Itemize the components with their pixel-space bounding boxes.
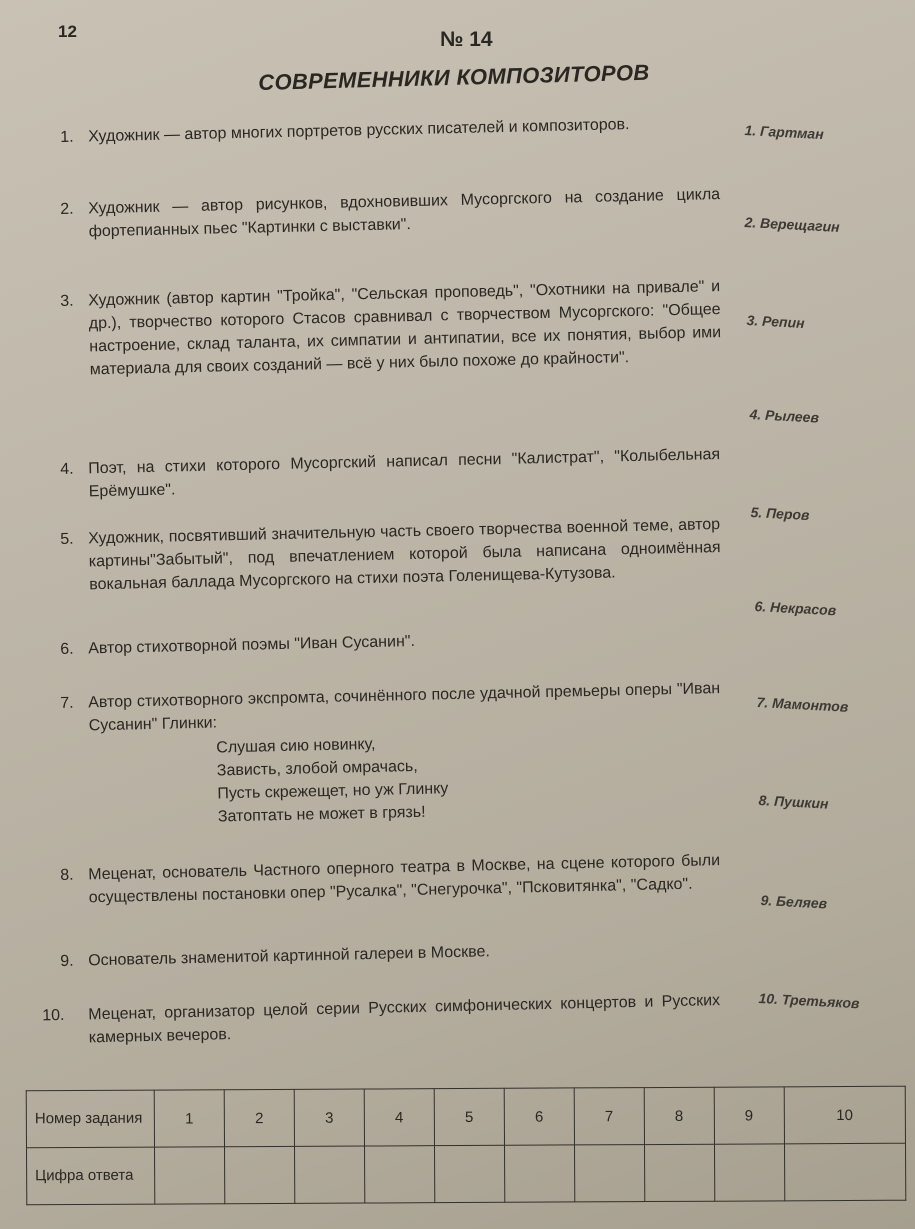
question-item xyxy=(60,183,721,244)
question-number: 7. xyxy=(60,694,74,712)
question-text: Автор стихотворной поэмы "Иван Сусанин". xyxy=(88,632,416,658)
question-number: 4. xyxy=(60,460,74,478)
question-text: Художник — автор рисунков, вдохновивших Мусоргского на создание цикла фортепианных пьес "Картинки с выставки". xyxy=(88,186,721,241)
page-title: СОВРЕМЕННИКИ КОМПОЗИТОРОВ xyxy=(258,59,650,95)
answer-option: 5. Перов xyxy=(750,504,810,524)
answer-option: 1. Гартман xyxy=(744,122,825,143)
question-number: 5. xyxy=(60,530,74,548)
column-header: 8 xyxy=(644,1087,714,1144)
question-text: Основатель знаменитой картинной галереи в Москве. xyxy=(88,943,491,970)
answer-option: 6. Некрасов xyxy=(754,598,837,619)
answer-cell[interactable] xyxy=(155,1147,225,1204)
answer-cell[interactable] xyxy=(574,1145,644,1202)
poem xyxy=(216,725,723,828)
question-text: Художник — автор многих портретов русских писателей и композиторов. xyxy=(88,116,630,146)
question-item xyxy=(60,849,721,910)
column-header: 2 xyxy=(224,1089,294,1146)
question-text: Меценат, основатель Частного оперного театра в Москве, на сцене которого были осуществлены постановки опер "Русалка", "Снегурочка", "Псковитянка", "Садко". xyxy=(88,852,721,907)
answer-cell[interactable] xyxy=(434,1145,504,1202)
poem-line: Слушая сию новинку, xyxy=(216,735,376,757)
exercise-number: № 14 xyxy=(440,28,493,51)
answer-option: 3. Репин xyxy=(746,312,805,332)
question-text: Поэт, на стихи которого Мусоргский написал песни "Калистрат", "Колыбельная Ерёмушке". xyxy=(88,446,721,501)
table-row xyxy=(26,1086,905,1148)
column-header: 6 xyxy=(504,1088,574,1145)
question-item xyxy=(60,443,721,504)
question-item xyxy=(42,989,721,1050)
answer-option: 9. Беляев xyxy=(760,892,828,912)
question-item xyxy=(60,275,722,382)
answer-cell[interactable] xyxy=(644,1144,714,1201)
question-text: Автор стихотворного экспромта, сочинённого после удачной премьеры оперы "Иван Сусанин" Глинки: xyxy=(88,680,721,735)
answer-option: 4. Рылеев xyxy=(749,406,820,426)
poem-line: Затоптать не может в грязь! xyxy=(217,803,426,826)
answer-option: 7. Мамонтов xyxy=(756,694,849,715)
question-text: Художник (автор картин "Тройка", "Сельская проповедь", "Охотники на привале" и др.), творчество которого Стасов сравнивал с творчеством Мусоргского: "Общее настроение, склад таланта, их симпатии и антипатии, все их понятия, выбор ими материала для своих созданий — всё у них было похоже до крайности". xyxy=(88,278,722,379)
row-label: Номер задания xyxy=(26,1090,154,1148)
answer-cell[interactable] xyxy=(294,1146,364,1203)
answer-option: 10. Третьяков xyxy=(758,990,860,1012)
question-number: 8. xyxy=(60,866,74,884)
answer-cell[interactable] xyxy=(714,1144,784,1201)
column-header: 4 xyxy=(364,1089,434,1146)
column-header: 5 xyxy=(434,1088,504,1145)
answer-cell[interactable] xyxy=(224,1146,294,1203)
question-text: Художник, посвятивший значительную часть своего творчества военной теме, автор картины"Забытый", под впечатлением которой была написана одноимённая вокальная баллада Мусоргского на стихи поэта Голенищева-Кутузова. xyxy=(88,516,721,594)
question-number: 10. xyxy=(42,1006,65,1025)
question-number: 6. xyxy=(60,640,74,658)
question-number: 9. xyxy=(60,952,74,970)
question-number: 2. xyxy=(60,200,74,218)
question-item xyxy=(60,513,721,597)
table-row xyxy=(27,1143,906,1205)
answer-option: 2. Верещагин xyxy=(744,214,841,235)
answer-cell[interactable] xyxy=(504,1145,574,1202)
poem-line: Зависть, злобой омрачась, xyxy=(216,757,418,780)
poem-line: Пусть скрежещет, но уж Глинку xyxy=(217,780,449,803)
column-header: 7 xyxy=(574,1088,644,1145)
row-label: Цифра ответа xyxy=(27,1147,155,1205)
answer-table xyxy=(26,1086,907,1206)
column-header: 3 xyxy=(294,1089,364,1146)
question-text: Меценат, организатор целой серии Русских симфонических концертов и Русских камерных вечеров. xyxy=(88,992,721,1047)
question-item xyxy=(60,623,720,661)
page-number: 12 xyxy=(58,22,77,41)
question-number: 1. xyxy=(60,128,74,146)
question-item xyxy=(60,677,723,832)
answer-cell[interactable] xyxy=(364,1146,434,1203)
question-number: 3. xyxy=(60,292,74,310)
answer-option: 8. Пушкин xyxy=(758,792,829,812)
question-item xyxy=(60,111,720,149)
question-item xyxy=(60,935,720,973)
column-header: 10 xyxy=(784,1086,906,1144)
column-header: 9 xyxy=(714,1087,784,1144)
answer-cell[interactable] xyxy=(784,1143,906,1201)
column-header: 1 xyxy=(154,1090,224,1147)
